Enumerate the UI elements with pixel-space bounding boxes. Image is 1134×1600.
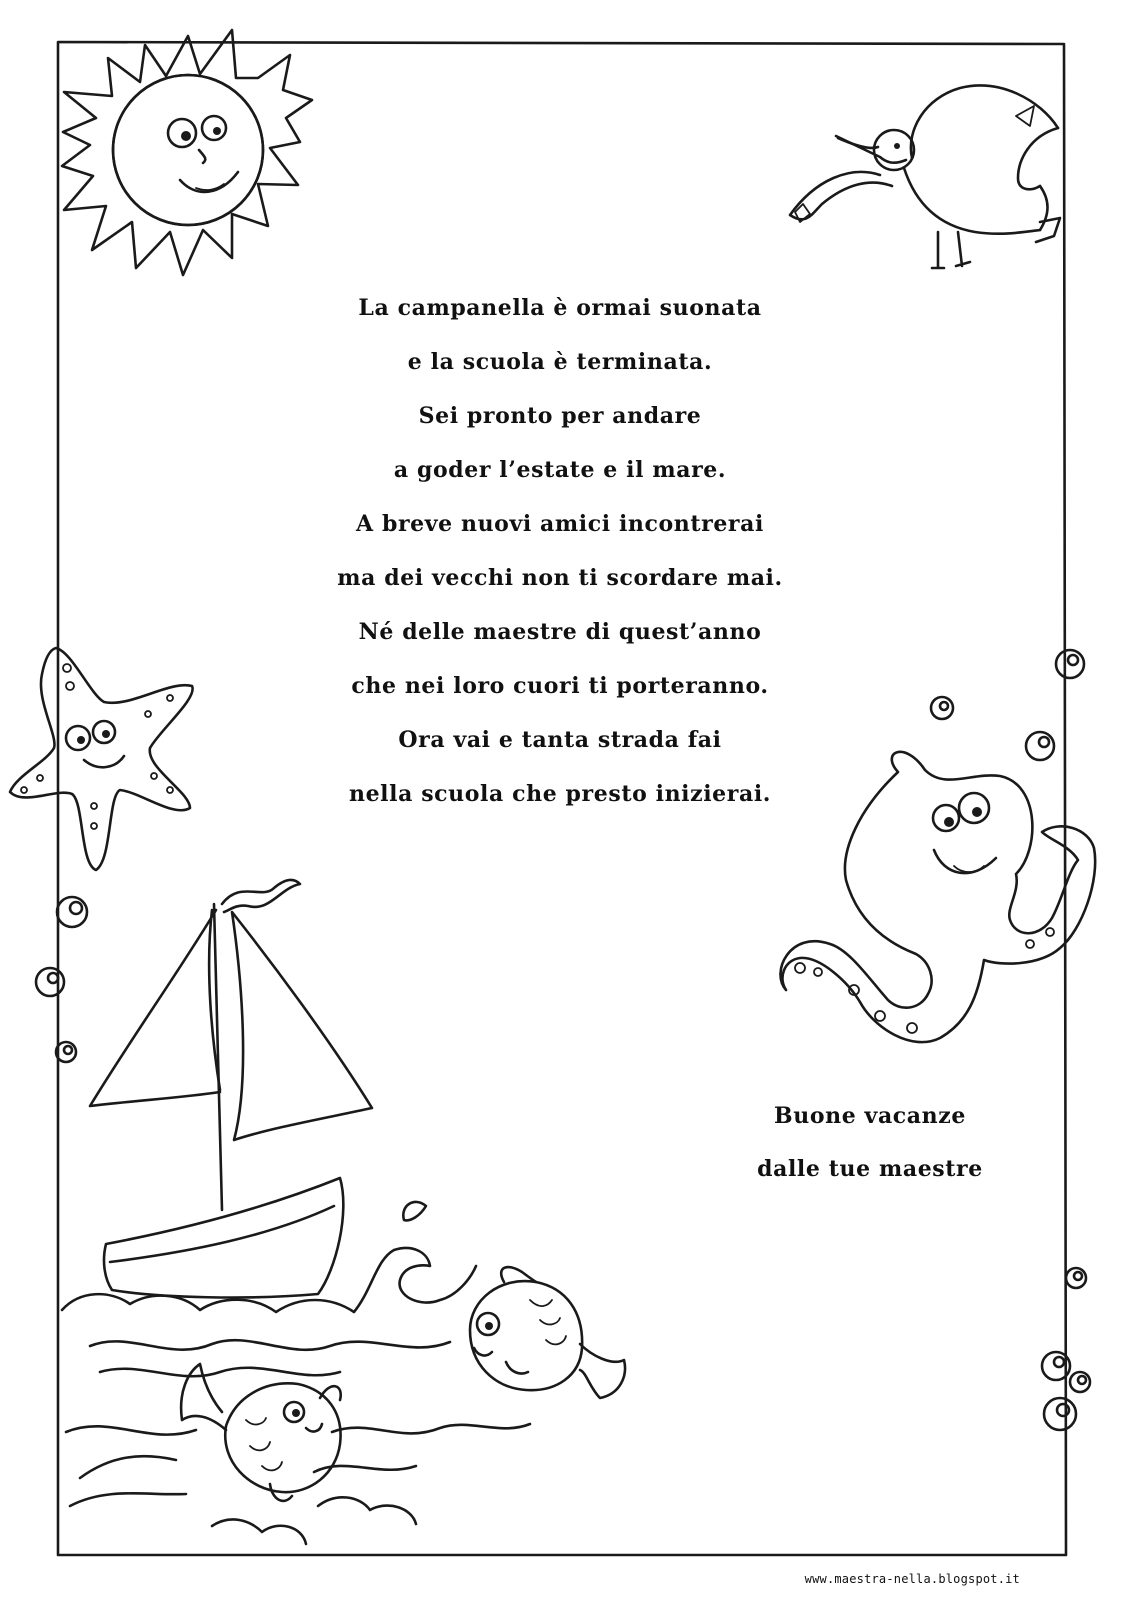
greeting-line-2: dalle tue maestre xyxy=(757,1156,983,1182)
poem-line-4: a goder l’estate e il mare. xyxy=(393,457,727,483)
sailboat-icon xyxy=(90,880,426,1298)
starfish-icon xyxy=(10,648,193,870)
footer-url: www.maestra-nella.blogspot.it xyxy=(804,1572,1020,1586)
fish-icon xyxy=(470,1267,625,1398)
poem-line-8: che nei loro cuori ti porteranno. xyxy=(351,673,769,699)
poem-line-5: A breve nuovi amici incontrerai xyxy=(356,511,764,537)
poem-line-9: Ora vai e tanta strada fai xyxy=(398,727,722,753)
greeting-line-1: Buone vacanze xyxy=(774,1103,966,1129)
greeting xyxy=(720,1096,1020,1202)
fish-icon xyxy=(181,1364,341,1501)
poem-line-1: La campanella è ormai suonata xyxy=(358,295,762,321)
poem-line-6: ma dei vecchi non ti scordare mai. xyxy=(337,565,783,591)
seagull-icon xyxy=(790,86,1060,268)
sun-icon xyxy=(62,30,312,275)
poem xyxy=(250,286,870,826)
poem-line-3: Sei pronto per andare xyxy=(418,403,702,429)
poem-line-7: Né delle maestre di quest’anno xyxy=(358,619,762,645)
poem-line-2: e la scuola è terminata. xyxy=(407,349,713,375)
poem-line-10: nella scuola che presto inizierai. xyxy=(348,781,772,807)
